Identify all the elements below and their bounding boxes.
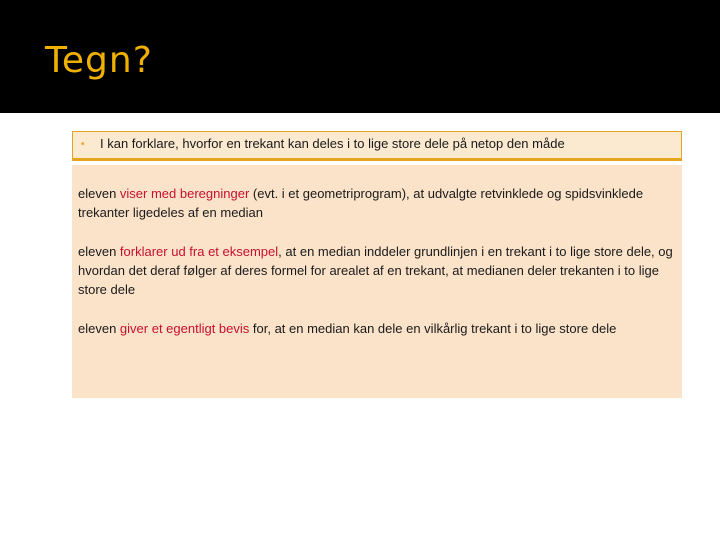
criterion-prefix: eleven <box>78 244 120 259</box>
criterion-highlight: forklarer ud fra et eksempel <box>119 244 279 259</box>
title-bar <box>0 0 720 113</box>
criterion-paragraph <box>78 319 676 338</box>
criterion-text: (evt. i et geometriprogram), at udvalgte retvinklede og spidsvinklede trekanter ligedeles af en median <box>78 186 644 220</box>
bullet-text: I kan forklare, hvorfor en trekant kan deles i to lige store dele på netop den måde <box>100 136 565 151</box>
criterion-paragraph <box>78 184 676 222</box>
criterion-paragraph <box>78 242 676 299</box>
criterion-prefix: eleven <box>78 321 120 336</box>
criteria-box <box>72 165 682 398</box>
criterion-text: , at en median inddeler grundlinjen i en trekant i to lige store dele, og hvordan det deraf følger af deres formel for arealet af en trekant, at medianen deler trekanten i to lige store dele <box>78 244 673 297</box>
bullet-box <box>72 131 682 161</box>
criterion-highlight: viser med beregninger <box>119 186 250 201</box>
criterion-text: for, at en median kan dele en vilkårlig trekant i to lige store dele <box>249 321 617 336</box>
bullet-dot-icon: • <box>81 139 85 150</box>
slide-title: Tegn? <box>45 40 153 81</box>
criterion-highlight: giver et egentligt bevis <box>119 321 250 336</box>
criterion-prefix: eleven <box>78 186 120 201</box>
